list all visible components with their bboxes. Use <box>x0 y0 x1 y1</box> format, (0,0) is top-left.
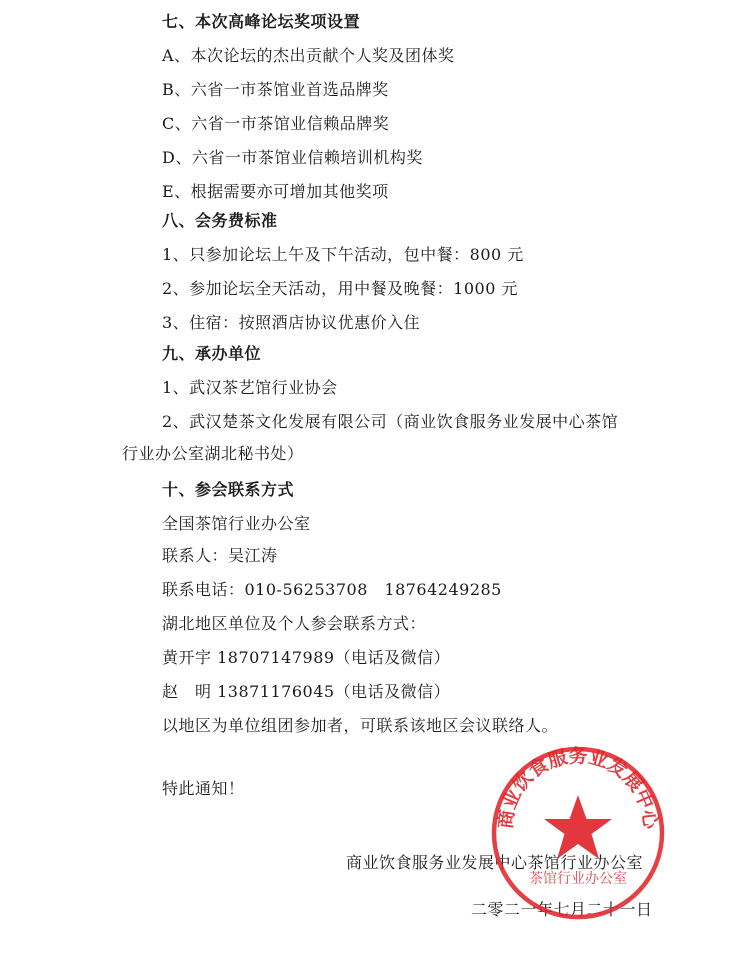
group-note: 以地区为单位组团参加者，可联系该地区会议联络人。 <box>162 716 559 735</box>
award-item-a: A、本次论坛的杰出贡献个人奖及团体奖 <box>162 46 455 65</box>
seal-inner-text: 茶馆行业办公室 <box>529 871 627 887</box>
seal-outer-text: 商业饮食服务业发展中心 <box>494 745 662 831</box>
section-10-heading: 十、参会联系方式 <box>162 480 295 499</box>
contact-phone: 联系电话：010-56253708 18764249285 <box>162 580 502 599</box>
award-item-b: B、六省一市茶馆业首选品牌奖 <box>162 80 389 99</box>
signature-date: 二零二一年七月二十一日 <box>471 900 653 919</box>
organizer-item-2-line-2: 行业办公室湖北秘书处） <box>122 444 304 463</box>
contact-office: 全国茶馆行业办公室 <box>162 514 311 533</box>
organizer-item-1: 1、武汉茶艺馆行业协会 <box>162 378 338 397</box>
section-9-heading: 九、承办单位 <box>162 344 262 363</box>
contact-person: 联系人：吴江涛 <box>162 546 278 565</box>
fee-item-1: 1、只参加论坛上午及下午活动，包中餐：800 元 <box>162 245 524 264</box>
section-8-heading: 八、会务费标准 <box>162 211 278 230</box>
fee-item-2: 2、参加论坛全天活动，用中餐及晚餐：1000 元 <box>162 279 518 298</box>
award-item-c: C、六省一市茶馆业信赖品牌奖 <box>162 114 390 133</box>
section-7-heading: 七、本次高峰论坛奖项设置 <box>162 12 361 31</box>
seal-star-icon <box>544 795 612 859</box>
organizer-item-2-line-1: 2、武汉楚茶文化发展有限公司（商业饮食服务业发展中心茶馆 <box>162 412 619 431</box>
fee-item-3: 3、住宿：按照酒店协议优惠价入住 <box>162 313 421 332</box>
award-item-e: E、根据需要亦可增加其他奖项 <box>162 182 389 201</box>
hubei-contact-1: 黄开宇 18707147989（电话及微信） <box>162 648 451 667</box>
award-item-d: D、六省一市茶馆业信赖培训机构奖 <box>162 148 423 167</box>
hubei-contact-2: 赵 明 13871176045（电话及微信） <box>162 682 451 701</box>
signature-org: 商业饮食服务业发展中心茶馆行业办公室 <box>346 853 644 872</box>
closing-remark: 特此通知！ <box>162 779 245 798</box>
hubei-contact-title: 湖北地区单位及个人参会联系方式： <box>162 614 427 633</box>
official-seal <box>488 743 668 923</box>
